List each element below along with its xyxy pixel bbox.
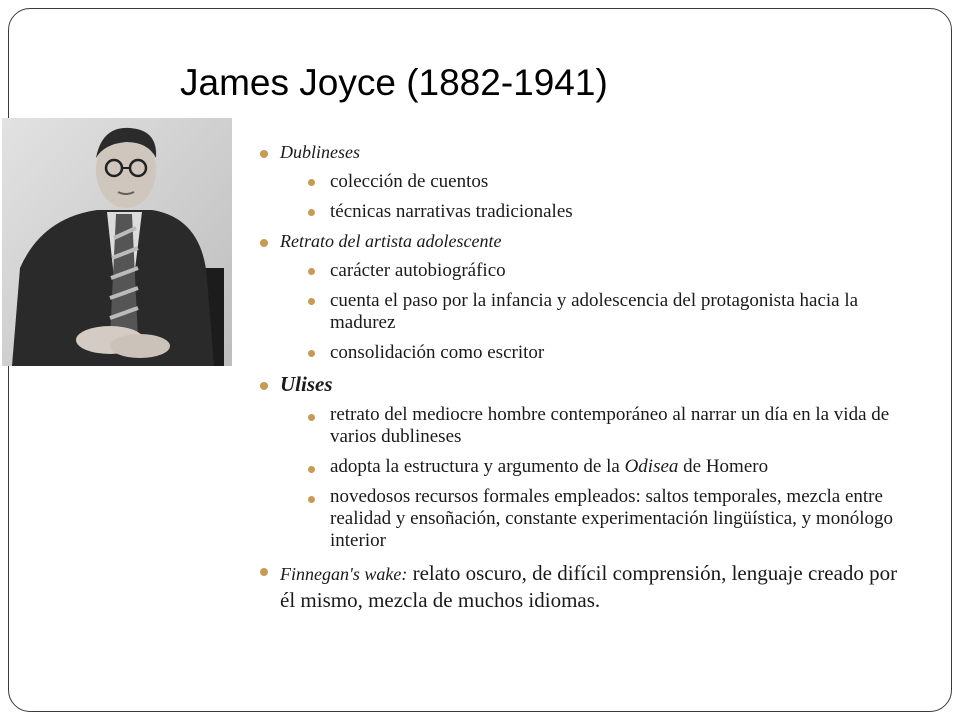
item-title: Retrato del artista adolescente [280, 231, 502, 251]
item-title: Finnegan's wake: [280, 564, 408, 584]
bullet-icon [308, 466, 315, 473]
sub-item [280, 342, 908, 364]
bullet-icon [308, 496, 315, 503]
sub-item [280, 404, 908, 448]
sub-item-text: novedosos recursos formales empleados: saltos temporales, mezcla entre realidad y ensoñación, constante experimentación lingüística, y monólogo interior [330, 486, 893, 551]
sub-item-text: carácter autobiográfico [330, 260, 506, 281]
sub-item-text-em: Odisea [624, 456, 679, 477]
sub-item-text: cuenta el paso por la infancia y adolescencia del protagonista hacia la madurez [330, 290, 859, 333]
sub-item-text-post: de Homero [678, 456, 769, 477]
bullet-icon [308, 209, 315, 216]
bullet-icon [308, 298, 315, 305]
item-text: relato oscuro, de difícil comprensión, lenguaje creado por él mismo, mezcla de muchos idiomas. [280, 561, 898, 612]
list-item-ulises [258, 372, 908, 552]
item-title: Dublineses [280, 142, 360, 162]
sub-item [280, 290, 908, 334]
bullet-icon [260, 239, 268, 247]
sub-item-text: consolidación como escritor [330, 342, 545, 363]
sub-item-text-pre: adopta la estructura y argumento de la [330, 456, 625, 477]
bullet-icon [308, 268, 315, 275]
sub-item-text: técnicas narrativas tradicionales [330, 201, 573, 222]
portrait-photo [2, 118, 232, 366]
bullet-icon [308, 350, 315, 357]
item-title: Ulises [280, 372, 333, 396]
bullet-icon [308, 179, 315, 186]
bullet-icon [308, 414, 315, 421]
sub-item [280, 486, 908, 552]
sub-item-text: retrato del mediocre hombre contemporáneo al narrar un día en la vida de varios dublineses [330, 404, 890, 447]
bullet-icon [260, 382, 268, 390]
bullet-list [258, 142, 908, 620]
sub-item [280, 171, 908, 193]
sub-item [280, 456, 908, 478]
list-item-finnegans-wake [258, 560, 908, 613]
bullet-icon [260, 150, 268, 158]
list-item-retrato [258, 231, 908, 364]
sub-item-text: colección de cuentos [330, 171, 489, 192]
bullet-icon [260, 568, 268, 576]
list-item-dublineses [258, 142, 908, 223]
sub-item [280, 260, 908, 282]
sub-item [280, 201, 908, 223]
slide-title: James Joyce (1882-1941) [180, 62, 608, 103]
